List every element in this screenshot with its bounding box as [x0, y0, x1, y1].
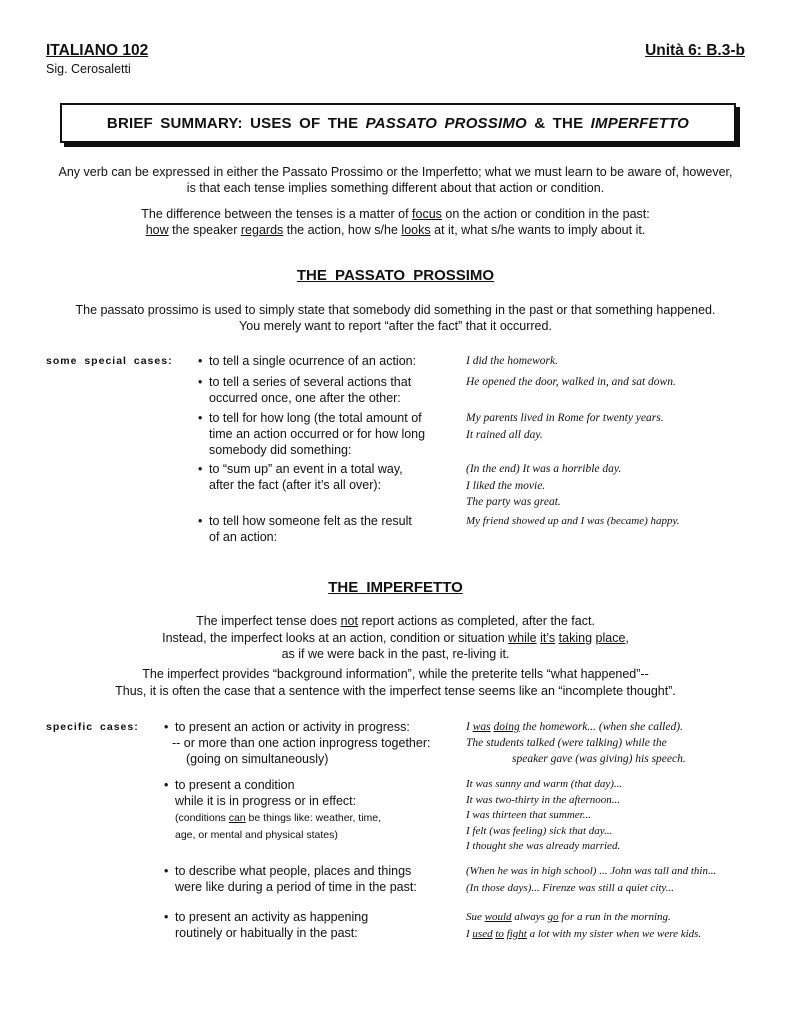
- imp-description-5: Thus, it is often the case that a sentence with the imperfect tense seems like an “incomplete thought”.: [115, 684, 676, 698]
- imp-description-1: The imperfect tense does not report actions as completed, after the fact.: [196, 614, 595, 628]
- imp-case-rule: • to present an action or activity in progress: -- or more than one action inprogress together: (going on simultaneously): [164, 720, 431, 766]
- summary-title-box: [60, 103, 736, 143]
- imp-case-rule: • to present a condition while it is in progress or in effect: (conditions can be things like: weather, time, age, or mental and physical states): [164, 778, 382, 841]
- pp-cases-label: some special cases:: [46, 355, 173, 367]
- imp-description-3: as if we were back in the past, re-living it.: [281, 647, 510, 661]
- intro-line-1: Any verb can be expressed in either the Passato Prossimo or the Imperfetto; what we must learn to be aware of, however,: [58, 165, 733, 179]
- imp-case-example: Sue would always go for a run in the morning. I used to fight a lot with my sister when we were kids.: [466, 911, 702, 940]
- pp-case-example: My parents lived in Rome for twenty years. It rained all day.: [466, 412, 664, 441]
- title-amp: & THE: [534, 114, 584, 132]
- imp-case-example: It was sunny and warm (that day)... It was two-thirty in the afternoon... I was thirteen that summer... I felt (was feeling) sick that day... I thought she was already married.: [466, 778, 623, 852]
- pp-case-rule: • to “sum up” an event in a total way, after the fact (after it’s all over):: [198, 462, 403, 492]
- pp-case-example: My friend showed up and I was (became) happy.: [466, 515, 680, 527]
- intro-line-2: is that each tense implies something different about that action or condition.: [186, 181, 605, 195]
- pp-description-1: The passato prossimo is used to simply state that somebody did something in the past or that something happened.: [75, 303, 716, 317]
- title-passato-prossimo: PASSATO PROSSIMO: [365, 114, 527, 132]
- passato-prossimo-heading: THE PASSATO PROSSIMO: [296, 267, 495, 284]
- unit-label: Unità 6: B.3-b: [645, 42, 745, 59]
- intro-line-3: The difference between the tenses is a matter of focus on the action or condition in the past:: [141, 207, 650, 221]
- imp-description-4: The imperfect provides “background information”, while the preterite tells “what happened”--: [142, 667, 649, 681]
- pp-case-example: (In the end) It was a horrible day. I liked the movie. The party was great.: [466, 463, 622, 508]
- intro-line-4: how the speaker regards the action, how s/he looks at it, what s/he wants to imply about it.: [145, 223, 646, 237]
- imp-case-example: I was doing the homework... (when she called). The students talked (were talking) while the speaker gave (was giving) his speech.: [466, 721, 686, 765]
- imp-case-rule: • to present an activity as happening routinely or habitually in the past:: [164, 910, 369, 940]
- imp-case-rule: • to describe what people, places and things were like during a period of time in the past:: [164, 864, 417, 894]
- pp-case-rule: • to tell how someone felt as the result of an action:: [198, 514, 412, 544]
- title-imperfetto: IMPERFETTO: [590, 114, 690, 132]
- imp-case-example: (When he was in high school) ... John was tall and thin... (In those days)... Firenze was still a quiet city...: [466, 865, 717, 894]
- pp-case-example: I did the homework.: [466, 355, 558, 367]
- instructor-name: Sig. Cerosaletti: [46, 62, 131, 76]
- pp-case-rule: • to tell a series of several actions that occurred once, one after the other:: [198, 375, 412, 405]
- pp-description-2: You merely want to report “after the fact” that it occurred.: [239, 319, 552, 333]
- title-prefix: BRIEF SUMMARY: USES OF THE: [106, 114, 359, 132]
- imperfetto-heading: THE IMPERFETTO: [328, 579, 463, 596]
- pp-case-example: He opened the door, walked in, and sat down.: [466, 376, 676, 388]
- course-title: ITALIANO 102: [46, 42, 149, 59]
- pp-case-rule: • to tell for how long (the total amount of time an action occurred or for how long somebody did something:: [198, 411, 426, 457]
- pp-case-rule: • to tell a single ocurrence of an action:: [198, 354, 417, 368]
- imp-cases-label: specific cases:: [46, 721, 139, 733]
- imp-description-2: Instead, the imperfect looks at an action, condition or situation while it’s taking place,: [162, 631, 629, 645]
